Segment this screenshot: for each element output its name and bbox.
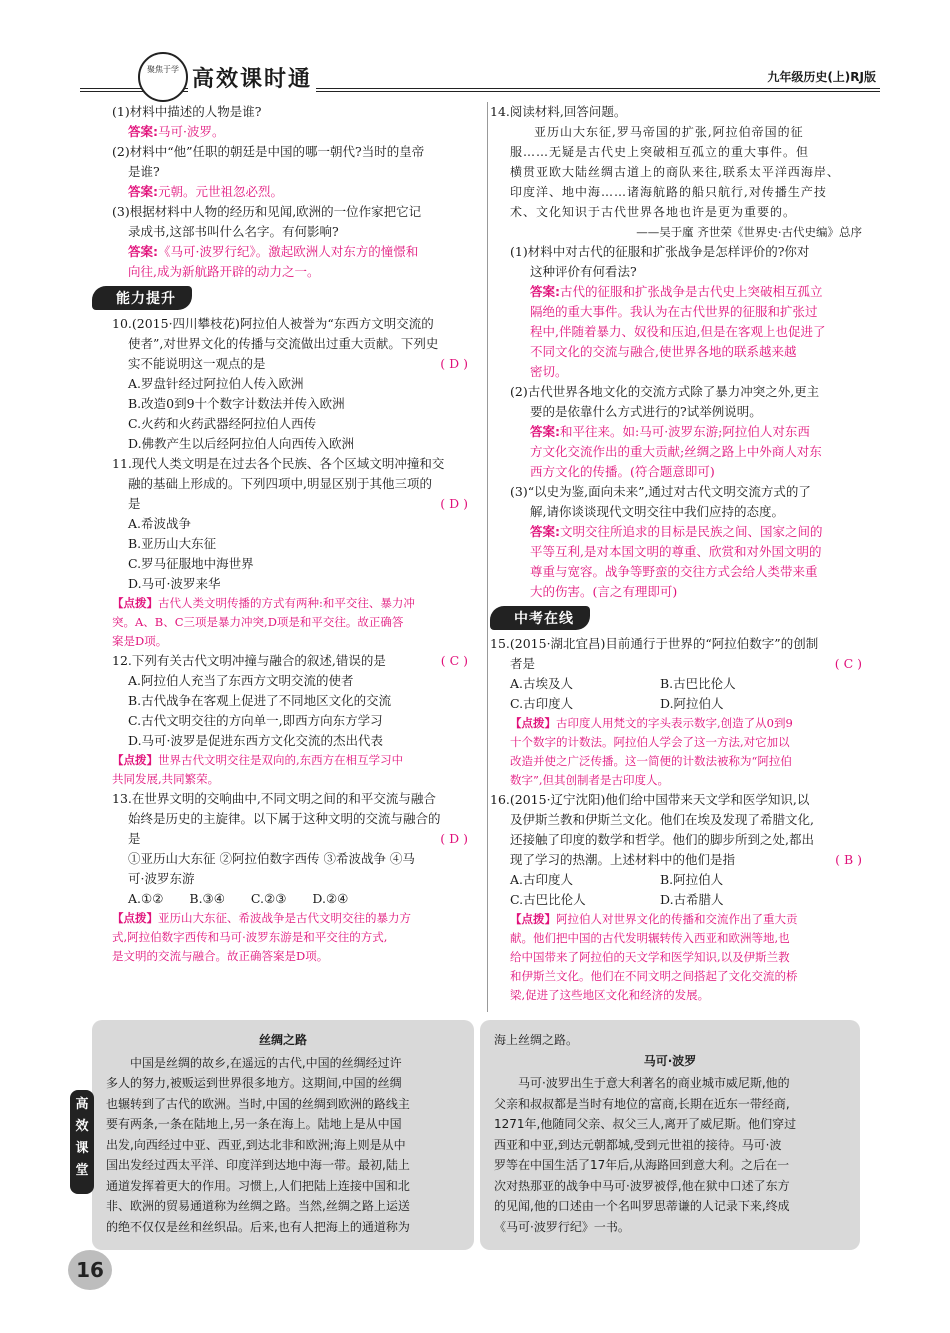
option: D.马可·波罗是促进东西方文化交流的杰出代表 (128, 733, 384, 748)
answer-14-3-cont: 大的伤害。(言之有理即可) (530, 584, 678, 599)
answer-choice-13: ( D ) (440, 831, 468, 846)
box-line: 马可·波罗出生于意大利著名的商业城市威尼斯,他的 (518, 1076, 790, 1090)
answer-14-2-cont: 方文化交流作出的重大贡献;丝绸之路上中外商人对东 (530, 444, 822, 459)
answer-choice-15: ( C ) (834, 656, 862, 671)
section-title-exam: 中考在线 (490, 606, 590, 630)
question-10-cont: 使者”,对世界文化的传播与交流做出过重大贡献。下列史 (128, 336, 439, 351)
section-title-ability: 能力提升 (92, 286, 192, 310)
material-quote: 亚历山大东征,罗马帝国的扩张,阿拉伯帝国的征 (534, 125, 804, 139)
tip-13-cont: 式,阿拉伯数字西传和马可·波罗东游是和平交往的方式, (112, 930, 388, 944)
tip-15-cont: 改造并使之广泛传播。这一简便的计数法被称为“阿拉伯 (510, 754, 792, 768)
box-line: 非、欧洲的贸易通道称为丝绸之路。当然,丝绸之路上运送 (106, 1199, 410, 1213)
answer-choice-10: ( D ) (440, 356, 468, 371)
question-10-cont2: 实不能说明这一观点的是 ( D ) (112, 354, 468, 374)
box-line: 的见闻,他的口述由一个名叫罗思蒂谦的人记录下来,终成 (494, 1199, 790, 1213)
option: B.亚历山大东征 (128, 536, 217, 551)
left-column (112, 102, 468, 966)
question-13-cont2: 是 ( D ) (112, 829, 468, 849)
edition-label: 九年级历史(上)RJ版 (767, 70, 876, 84)
answer-choice-11: ( D ) (440, 496, 468, 511)
tip-16: 【点拨】阿拉伯人对世界文化的传播和交流作出了重大贡 (510, 912, 798, 926)
info-box-marco-polo (480, 1020, 860, 1250)
material-quote-cont: 横贯亚欧大陆丝绸古道上的商队来往,联系太平洋西海岸、 (510, 165, 840, 179)
box-line: 多人的努力,被贩运到世界很多地方。这期间,中国的丝绸 (106, 1076, 402, 1090)
question-13-2: (2)材料中“他”任职的朝廷是中国的哪一朝代?当时的皇帝 (112, 144, 425, 159)
question-13-2-cont: 是谁? (128, 164, 160, 179)
box-line: 次对热那亚的战争中马可·波罗被俘,他在狱中口述了东方 (494, 1178, 790, 1193)
tip-15-cont: 十个数字的计数法。阿拉伯人学会了这一方法,对它加以 (510, 735, 790, 749)
tip-15: 【点拨】古印度人用梵文的字头表示数字,创造了从0到9 (510, 716, 793, 730)
answer-choice-12: ( C ) (440, 653, 468, 668)
tip-12: 【点拨】世界古代文明交往是双向的,东西方在相互学习中 (112, 753, 404, 767)
side-tab-label (70, 1090, 94, 1194)
box-line: 要有两条,一条在陆地上,另一条在海上。陆地上是从中国 (106, 1117, 402, 1131)
answer-14-1-cont: 隔绝的重大事件。我认为在古代世界的征服和扩张过 (530, 304, 818, 319)
option: B.改造0到9十个数字计数法并传入欧洲 (128, 396, 345, 411)
items-cont: 可·波罗东游 (128, 871, 195, 886)
material-quote-cont: 术、文化知识于古代世界各地也许是更为重要的。 (510, 205, 797, 219)
box-line: 《马可·波罗行纪》一书。 (494, 1219, 630, 1234)
answer-14-2-cont: 西方文化的传播。(符合题意即可) (530, 464, 715, 479)
question-14-1-cont: 这种评价有何看法? (530, 264, 637, 279)
question-14-2: (2)古代世界各地文化的交流方式除了暴力冲突之外,更主 (510, 384, 820, 399)
question-13-3-cont: 录成书,这部书叫什么名字。有何影响? (128, 224, 339, 239)
question-15: 15.(2015·湖北宜昌)目前通行于世界的“阿拉伯数字”的创制 (490, 636, 819, 651)
question-13-cont: 始终是历史的主旋律。以下属于这种文明的交流与融合的 (128, 811, 441, 826)
page-number: 16 (68, 1250, 112, 1290)
tip-11-cont2: 案是D项。 (112, 634, 168, 648)
question-15-cont: 者是 ( C ) (510, 654, 862, 674)
question-16-cont: 还接触了印度的数学和哲学。他们的脚步所到之处,都出 (510, 832, 814, 847)
question-11: 11.现代人类文明是在过去各个民族、各个区域文明冲撞和交 (112, 456, 445, 471)
options-row: A.①② B.③④ C.②③ D.②④ (128, 891, 349, 906)
tip-16-cont: 梁,促进了这些地区文化和经济的发展。 (510, 988, 710, 1002)
box-line: 也辗转到了古代的欧洲。当时,中国的丝绸到欧洲的路线主 (106, 1096, 410, 1111)
options-15: A.古埃及人 B.古巴比伦人 (510, 676, 736, 691)
box-line: 罗等在中国生活了17年后,从海路回到意大利。之后在一 (494, 1158, 790, 1172)
options-16: A.古印度人 B.阿拉伯人 (510, 872, 724, 887)
option: C.罗马征服地中海世界 (128, 556, 254, 571)
box-line: 国出发经过西太平洋、印度洋到达地中海一带。最初,陆上 (106, 1158, 410, 1172)
question-11-cont2: 是 ( D ) (112, 494, 468, 514)
tip-16-cont: 给中国带来了阿拉伯的天文学和医学知识,以及伊斯兰教 (510, 950, 790, 964)
question-14-3-cont: 解,请你谈谈现代文明交往中我们应持的态度。 (530, 504, 784, 519)
option: D.佛教产生以后经阿拉伯人向西传入欧洲 (128, 436, 355, 451)
option: D.马可·波罗来华 (128, 576, 221, 591)
question-16: 16.(2015·辽宁沈阳)他们给中国带来天文学和医学知识,以 (490, 792, 810, 807)
material-quote-cont: 印度洋、地中海……诸海航路的船只航行,对传播生产技 (510, 185, 827, 199)
box-line: 父亲和叔叔都是当时有地位的富商,长期在近东一带经商, (494, 1096, 790, 1111)
box-line: 中国是丝绸的故乡,在遥远的古代,中国的丝绸经过许 (130, 1055, 402, 1070)
brand-logo-text: 高效课时通 (188, 62, 316, 93)
tip-13: 【点拨】亚历山大东征、希波战争是古代文明交往的暴力方 (112, 911, 411, 925)
answer-choice-16: ( B ) (835, 852, 862, 867)
tip-15-cont: 数字”,但其创制者是古印度人。 (510, 773, 670, 787)
option: B.古代战争在客观上促进了不同地区文化的交流 (128, 693, 392, 708)
answer-13-2: 答案:元朝。元世祖忽必烈。 (128, 184, 284, 199)
tip-11-cont: 突。A、B、C三项是暴力冲突,D项是和平交往。故正确答 (112, 615, 404, 629)
tip-16-cont: 和伊斯兰文化。他们在不同文明之间搭起了文化交流的桥 (510, 969, 798, 983)
question-16-cont: 现了学习的热潮。上述材料中的他们是指 ( B ) (510, 850, 862, 870)
answer-14-1-cont: 程中,伴随着暴力、奴役和压迫,但是在客观上也促进了 (530, 324, 826, 339)
side-tab-text: 高效课堂 (75, 1097, 89, 1178)
right-column (490, 102, 862, 1005)
question-14-1: (1)材料中对古代的征服和扩张战争是怎样评价的?你对 (510, 244, 810, 259)
tip-16-cont: 献。他们把中国的古代发明辗转传入西亚和欧洲等地,也 (510, 931, 790, 945)
question-14: 14.阅读材料,回答问题。 (490, 104, 627, 119)
question-13-3: (3)根据材料中人物的经历和见闻,欧洲的一位作家把它记 (112, 204, 422, 219)
alarm-clock-logo-icon: 聚焦于学 (138, 52, 188, 102)
box-line: 出发,向西经过中亚、西亚,到达北非和欧洲;海上则是从中 (106, 1137, 406, 1152)
box-title: 马可·波罗 (643, 1053, 697, 1068)
question-13-1: (1)材料中描述的人物是谁? (112, 104, 262, 119)
material-quote-cont: 服……无疑是古代史上突破相互孤立的重大事件。但 (510, 145, 810, 159)
answer-13-1: 答案:马可·波罗。 (128, 124, 225, 139)
box-title: 丝绸之路 (258, 1033, 307, 1047)
answer-13-3-cont: 向往,成为新航路开辟的动力之一。 (128, 264, 320, 279)
answer-14-2: 答案:和平往来。如:马可·波罗东游;阿拉伯人对东西 (530, 424, 810, 439)
column-divider (487, 102, 488, 1012)
tip-13-cont2: 是文明的交流与融合。故正确答案是D项。 (112, 949, 329, 963)
question-16-cont: 及伊斯兰教和伊斯兰文化。他们在埃及发现了希腊文化, (510, 812, 814, 827)
box-line: 1271年,他随同父亲、叔父三人,离开了威尼斯。他们穿过 (494, 1117, 797, 1131)
box-line: 通道发挥着更大的作用。习惯上,人们把陆上连接中国和北 (106, 1178, 410, 1193)
tip-12-cont: 共同发展,共同繁荣。 (112, 772, 220, 786)
items: ①亚历山大东征 ②阿拉伯数字西传 ③希波战争 ④马 (128, 851, 415, 866)
options-15-row2: C.古印度人 D.阿拉伯人 (510, 696, 724, 711)
quote-source: ——吴于廑 齐世荣《世界史·古代史编》总序 (636, 225, 862, 239)
answer-14-3-cont: 尊重与宽容。战争等野蛮的交往方式会给人类带来重 (530, 564, 818, 579)
info-box-silk-road (92, 1020, 474, 1250)
question-14-2-cont: 要的是依靠什么方式进行的?试举例说明。 (530, 404, 762, 419)
option: C.古代文明交往的方向单一,即西方向东方学习 (128, 713, 383, 728)
page-header (80, 50, 880, 106)
box-line: 西亚和中亚,到达元朝都城,受到元世祖的接待。马可·波 (494, 1137, 782, 1152)
question-11-cont: 融的基础上形成的。下列四项中,明显区别于其他三项的 (128, 476, 432, 491)
option: A.希波战争 (128, 516, 192, 531)
answer-14-3-cont: 平等互利,是对本国文明的尊重、欣赏和对外国文明的 (530, 544, 822, 559)
answer-13-3: 答案:《马可·波罗行纪》。激起欧洲人对东方的憧憬和 (128, 244, 419, 259)
question-13: 13.在世界文明的交响曲中,不同文明之间的和平交流与融合 (112, 791, 436, 806)
answer-14-1-cont: 不同文化的交流与融合,使世界各地的联系越来越 (530, 344, 797, 359)
options-16-row2: C.古巴比伦人 D.古希腊人 (510, 892, 724, 907)
option: A.阿拉伯人充当了东西方文明交流的使者 (128, 673, 354, 688)
answer-14-1-cont: 密切。 (530, 364, 568, 379)
tip-11: 【点拨】古代人类文明传播的方式有两种:和平交往、暴力冲 (112, 596, 415, 610)
question-14-3: (3)“以史为鉴,面向未来”,通过对古代文明交流方式的了 (510, 484, 811, 499)
question-12: 12.下列有关古代文明冲撞与融合的叙述,错误的是 ( C ) (112, 651, 468, 671)
answer-14-1: 答案:古代的征服和扩张战争是古代史上突破相互孤立 (530, 284, 823, 299)
box-line: 海上丝绸之路。 (494, 1033, 579, 1047)
answer-14-3: 答案:文明交往所追求的目标是民族之间、国家之间的 (530, 524, 823, 539)
question-10: 10.(2015·四川攀枝花)阿拉伯人被誉为“东西方文明交流的 (112, 316, 434, 331)
box-line: 的绝不仅仅是丝和丝织品。后来,也有人把海上的通道称为 (106, 1219, 410, 1234)
option: C.火药和火药武器经阿拉伯人西传 (128, 416, 317, 431)
option: A.罗盘针经过阿拉伯人传入欧洲 (128, 376, 304, 391)
